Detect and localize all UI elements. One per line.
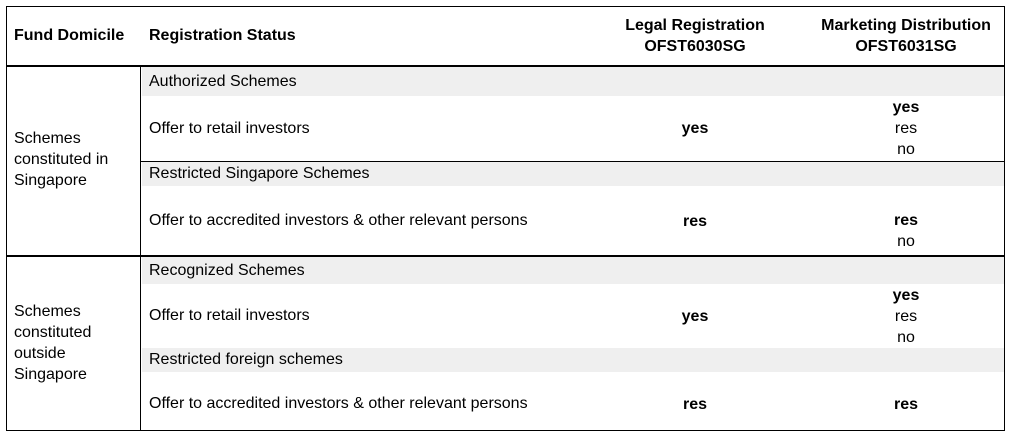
offer-label (149, 390, 528, 418)
domicile-line: Schemes (14, 303, 81, 320)
marketing-value-primary: res (893, 212, 919, 229)
header-marketing-distribution (807, 7, 1005, 65)
category-label (149, 257, 305, 284)
domicile-line: constituted in (14, 151, 109, 168)
category-text: Restricted foreign schemes (149, 351, 343, 368)
header-legal-registration-label: Legal Registration (625, 17, 765, 34)
header-registration-status-label: Registration Status (149, 27, 296, 44)
offer-label (149, 206, 528, 236)
marketing-value (807, 210, 1005, 252)
offer-label (149, 96, 310, 161)
marketing-value-line: no (897, 141, 915, 158)
domicile-line: outside (14, 345, 66, 362)
category-label (149, 162, 370, 186)
legal-value (595, 96, 795, 161)
legal-value (595, 284, 795, 348)
legal-value-text: yes (681, 120, 709, 137)
marketing-value-primary: yes (892, 99, 920, 116)
marketing-value-line: res (894, 307, 918, 325)
category-text: Restricted Singapore Schemes (149, 165, 370, 182)
column-divider (140, 67, 141, 431)
header-legal-registration (595, 7, 795, 65)
marketing-value-line: no (897, 328, 915, 346)
category-label (149, 348, 343, 372)
header-registration-status (149, 7, 449, 65)
domicile-line: constituted (14, 324, 92, 341)
domicile-cell (14, 301, 91, 385)
legal-value (595, 206, 795, 236)
marketing-value-primary: res (893, 395, 919, 413)
domicile-line: Schemes (14, 130, 81, 147)
offer-label (149, 284, 310, 348)
category-text: Recognized Schemes (149, 261, 305, 279)
header-marketing-code: OFST6031SG (855, 38, 957, 55)
legal-value-text: yes (681, 307, 709, 325)
domicile-line: Singapore (14, 366, 87, 383)
domicile-line: Singapore (14, 172, 87, 189)
offer-text: Offer to accredited investors & other relevant persons (149, 395, 528, 412)
legal-value-text: res (682, 395, 708, 413)
offer-text: Offer to retail investors (149, 119, 310, 137)
category-text: Authorized Schemes (149, 72, 297, 90)
marketing-value-line: res (894, 120, 918, 137)
registration-table (6, 6, 1005, 431)
header-marketing-distribution-label: Marketing Distribution (821, 17, 991, 34)
marketing-value (807, 96, 1005, 161)
domicile-cell (14, 128, 108, 191)
marketing-value-line: no (897, 233, 915, 250)
offer-text: Offer to retail investors (149, 307, 310, 324)
category-label (149, 67, 297, 96)
marketing-value (807, 390, 1005, 418)
header-fund-domicile (14, 7, 139, 65)
legal-value-text: res (682, 212, 708, 230)
marketing-value (807, 284, 1005, 348)
offer-text: Offer to accredited investors & other relevant persons (149, 212, 528, 229)
marketing-value-primary: yes (892, 286, 920, 304)
header-fund-domicile-label: Fund Domicile (14, 27, 125, 44)
legal-value (595, 390, 795, 418)
header-legal-code: OFST6030SG (644, 38, 746, 55)
